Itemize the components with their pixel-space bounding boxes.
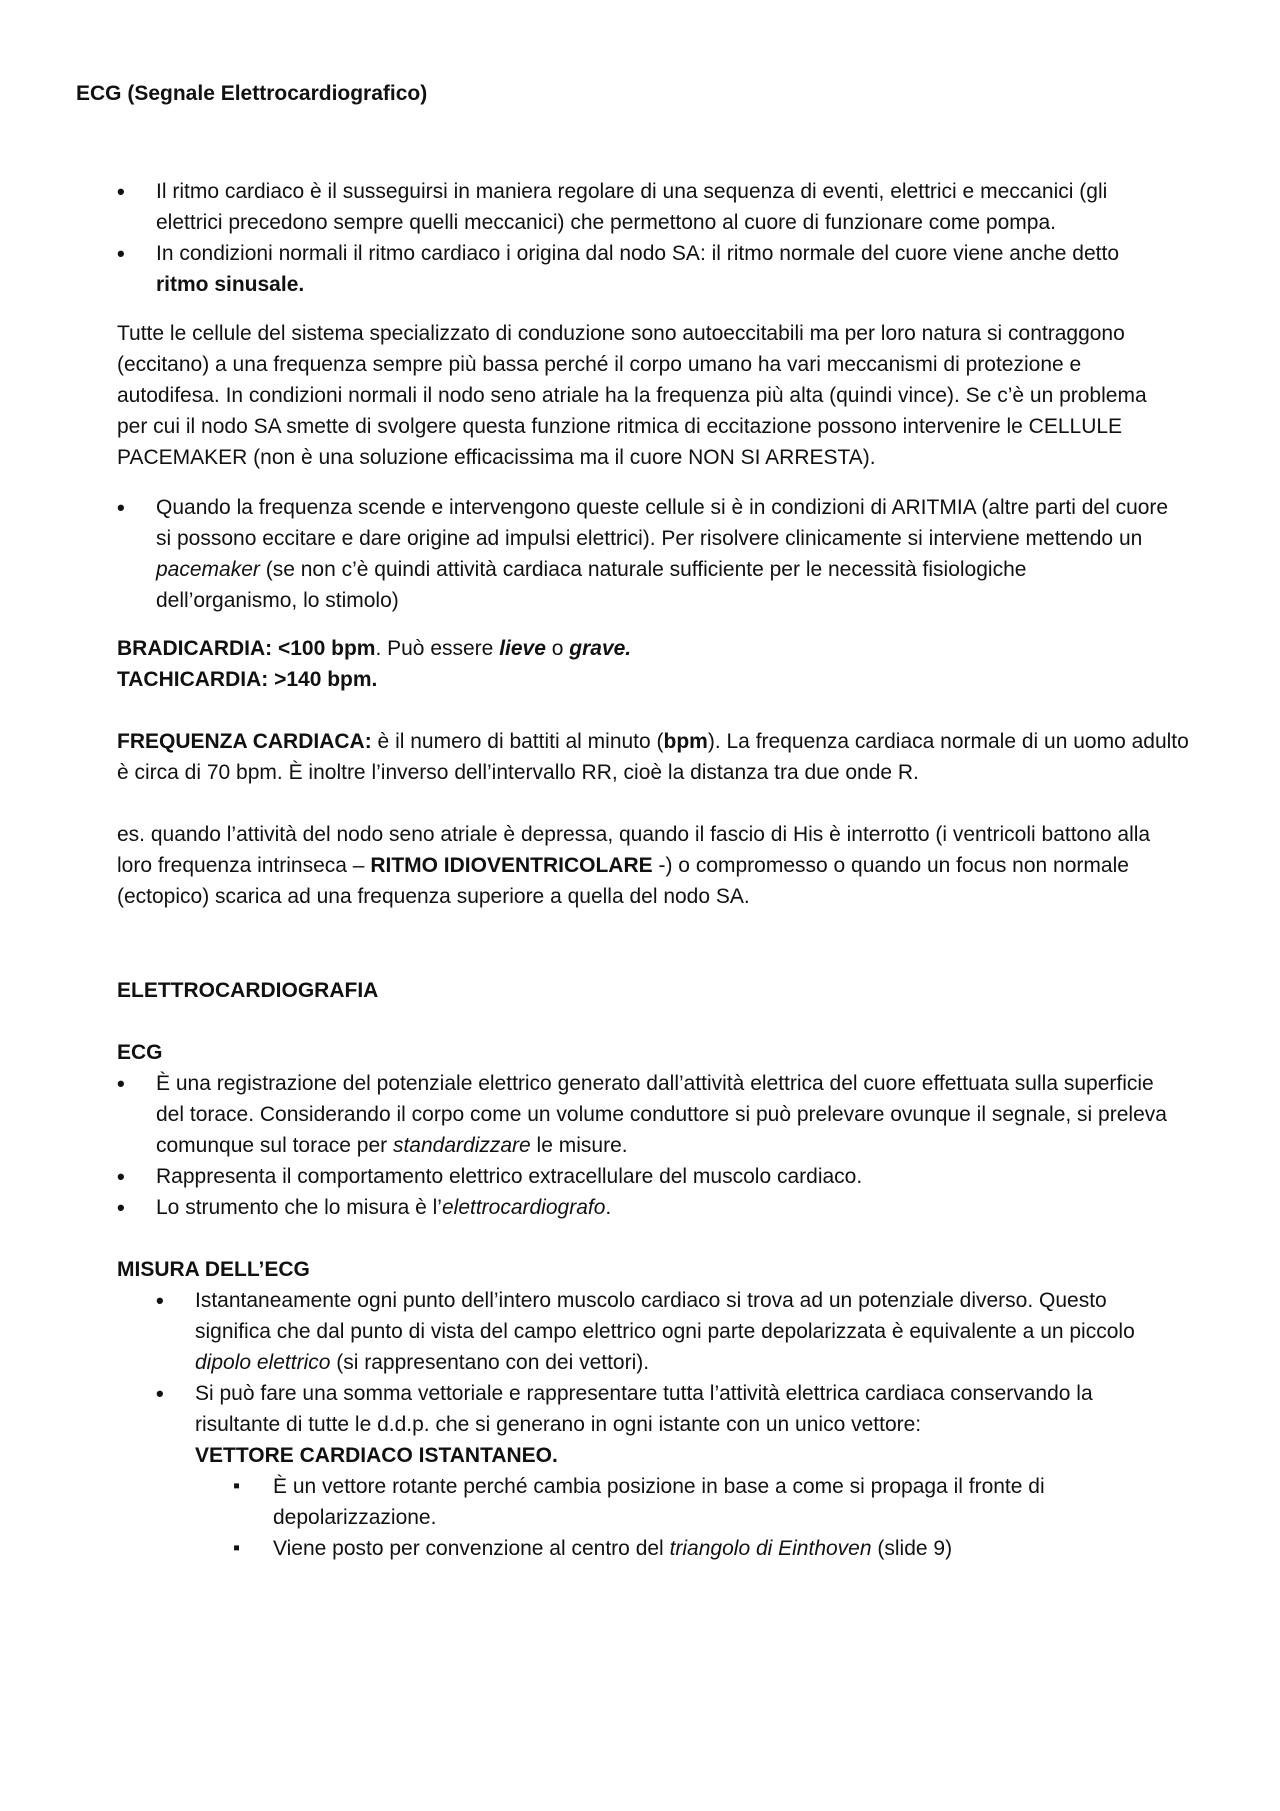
text-span: . Può essere <box>375 637 500 660</box>
list-item <box>156 1285 1220 1378</box>
bold-italic-term: grave. <box>569 637 632 660</box>
paragraph <box>117 318 1210 473</box>
text-span: (slide 9) <box>871 1537 953 1560</box>
text-line: è circa di 70 bpm. È inoltre l’inverso dell’intervallo RR, cioè la distanza tra due onde R. <box>117 761 919 784</box>
sub-list-item <box>233 1533 1220 1564</box>
list-item <box>117 1068 1220 1161</box>
text-line: risultante di tutte le d.d.p. che si generano in ogni istante con un unico vettore: <box>195 1413 922 1436</box>
text-line: (eccitano) a una frequenza sempre più bassa perché il corpo umano ha vari meccanismi di protezione e <box>117 353 1082 376</box>
text-line: elettrici precedono sempre quelli meccanici) che permettono al cuore di funzionare come pompa. <box>156 211 1056 234</box>
text-line <box>273 1533 1220 1564</box>
text-span: -) o compromesso o quando un focus non normale <box>652 854 1129 877</box>
bold-term: VETTORE CARDIACO ISTANTANEO. <box>195 1444 558 1467</box>
text-line: • Si può fare una somma vettoriale e rappresentare tutta l’attività elettrica cardiaca conservando la <box>195 1382 1093 1405</box>
list-item <box>117 1161 1220 1192</box>
bold-italic-term: lieve <box>499 637 546 660</box>
list-item <box>117 238 1220 300</box>
text-line: per cui il nodo SA smette di svolgere questa funzione ritmica di eccitazione possono intervenire le CELLULE <box>117 415 1123 438</box>
text-line <box>156 1130 1220 1161</box>
text-line: significa che dal punto di vista del campo elettrico ogni parte depolarizzata è equivalente a un piccolo <box>195 1320 1135 1343</box>
italic-term: dipolo elettrico <box>195 1351 331 1374</box>
text-line: (ectopico) scarica ad una frequenza superiore a quella del nodo SA. <box>117 885 750 908</box>
tachicardia-line <box>117 664 1210 695</box>
text-line <box>156 1192 1220 1223</box>
sub-list-item <box>233 1471 1220 1533</box>
list-item <box>117 1192 1220 1223</box>
text-line: autodifesa. In condizioni normali il nodo seno atriale ha la frequenza più alta (quindi vince). Se c’è un problema <box>117 384 1147 407</box>
text-span: (se non c’è quindi attività cardiaca naturale sufficiente per le necessità fisiologiche <box>259 558 1027 581</box>
text-line: si possono eccitare e dare origine ad impulsi elettrici). Per risolvere clinicamente si interviene mettendo un <box>156 527 1143 550</box>
italic-term: elettrocardiografo <box>441 1196 606 1219</box>
text-line: depolarizzazione. <box>273 1506 437 1529</box>
text-span: Viene posto per convenzione al centro del <box>273 1537 670 1560</box>
text-line: • È una registrazione del potenziale elettrico generato dall’attività elettrica del cuore effettuata sulla superficie <box>156 1072 1154 1095</box>
italic-term: standardizzare <box>392 1134 531 1157</box>
text-line: • Rappresenta il comportamento elettrico extracellulare del muscolo cardiaco. <box>156 1165 863 1188</box>
text-span: (si rappresentano con dei vettori). <box>330 1351 650 1374</box>
bold-term: TACHICARDIA: >140 bpm. <box>117 668 378 691</box>
list-item <box>117 492 1220 616</box>
bold-term: FREQUENZA CARDIACA: <box>117 730 372 753</box>
text-span: . <box>605 1196 612 1219</box>
list-item <box>117 176 1220 238</box>
text-line <box>195 1347 1220 1378</box>
bold-term: BRADICARDIA: <100 bpm <box>117 637 376 660</box>
section-heading-text: ELETTROCARDIOGRAFIA <box>117 979 379 1002</box>
text-line: • Il ritmo cardiaco è il susseguirsi in maniera regolare di una sequenza di eventi, elettrici e meccanici (gli <box>156 180 1108 203</box>
bold-term: RITMO IDIOVENTRICOLARE <box>370 854 653 877</box>
text-line: • In condizioni normali il ritmo cardiaco i origina dal nodo SA: il ritmo normale del cuore viene anche detto <box>156 242 1119 265</box>
text-line: es. quando l’attività del nodo seno atriale è depressa, quando il fascio di His è interrotto (i ventricoli battono alla <box>117 823 1151 846</box>
text-span: o <box>545 637 570 660</box>
list-item <box>156 1378 1220 1471</box>
subsection-heading-text: MISURA DELL’ECG <box>117 1258 310 1281</box>
italic-term: pacemaker <box>156 558 260 581</box>
text-span: è il numero di battiti al minuto ( <box>371 730 664 753</box>
text-line: PACEMAKER (non è una soluzione efficacissima ma il cuore NON SI ARRESTA). <box>117 446 876 469</box>
section-heading <box>117 975 1210 1006</box>
text-span: le misure. <box>530 1134 628 1157</box>
text-line <box>117 726 1210 757</box>
text-line: dell’organismo, lo stimolo) <box>156 589 399 612</box>
italic-term: triangolo di Einthoven <box>669 1537 872 1560</box>
text-span: comunque sul torace per <box>156 1134 393 1157</box>
heart-rate-definitions <box>117 633 1210 695</box>
bradicardia-line <box>117 633 1210 664</box>
text-line <box>156 554 1220 585</box>
text-line: ▪ È un vettore rotante perché cambia posizione in base a come si propaga il fronte di <box>273 1475 1045 1498</box>
paragraph <box>117 726 1210 788</box>
text-line: • Istantaneamente ogni punto dell’intero muscolo cardiaco si trova ad un potenziale diverso. Questo <box>195 1289 1107 1312</box>
text-line <box>195 1440 1220 1471</box>
text-line <box>156 269 1220 300</box>
bold-term: bpm <box>663 730 708 753</box>
text-span: ). La frequenza cardiaca normale di un uomo adulto <box>707 730 1189 753</box>
text-line: Tutte le cellule del sistema specializzato di conduzione sono autoeccitabili ma per loro natura si contraggono <box>117 322 1125 345</box>
paragraph <box>117 819 1210 912</box>
subsection-heading <box>117 1254 1210 1285</box>
text-span: Lo strumento che lo misura è l’ <box>156 1196 442 1219</box>
text-line: • Quando la frequenza scende e intervengono queste cellule si è in condizioni di ARITMIA (altre parti del cuore <box>156 496 1169 519</box>
text-line <box>117 850 1210 881</box>
subsection-heading-text: ECG <box>117 1041 163 1064</box>
subsection-heading <box>117 1037 1210 1068</box>
text-span: loro frequenza intrinseca – <box>117 854 371 877</box>
bold-term: ritmo sinusale. <box>156 273 305 296</box>
document-title: ECG (Segnale Elettrocardiografico) <box>76 82 428 105</box>
text-line: del torace. Considerando il corpo come un volume conduttore si può prelevare ovunque il segnale, si preleva <box>156 1103 1167 1126</box>
